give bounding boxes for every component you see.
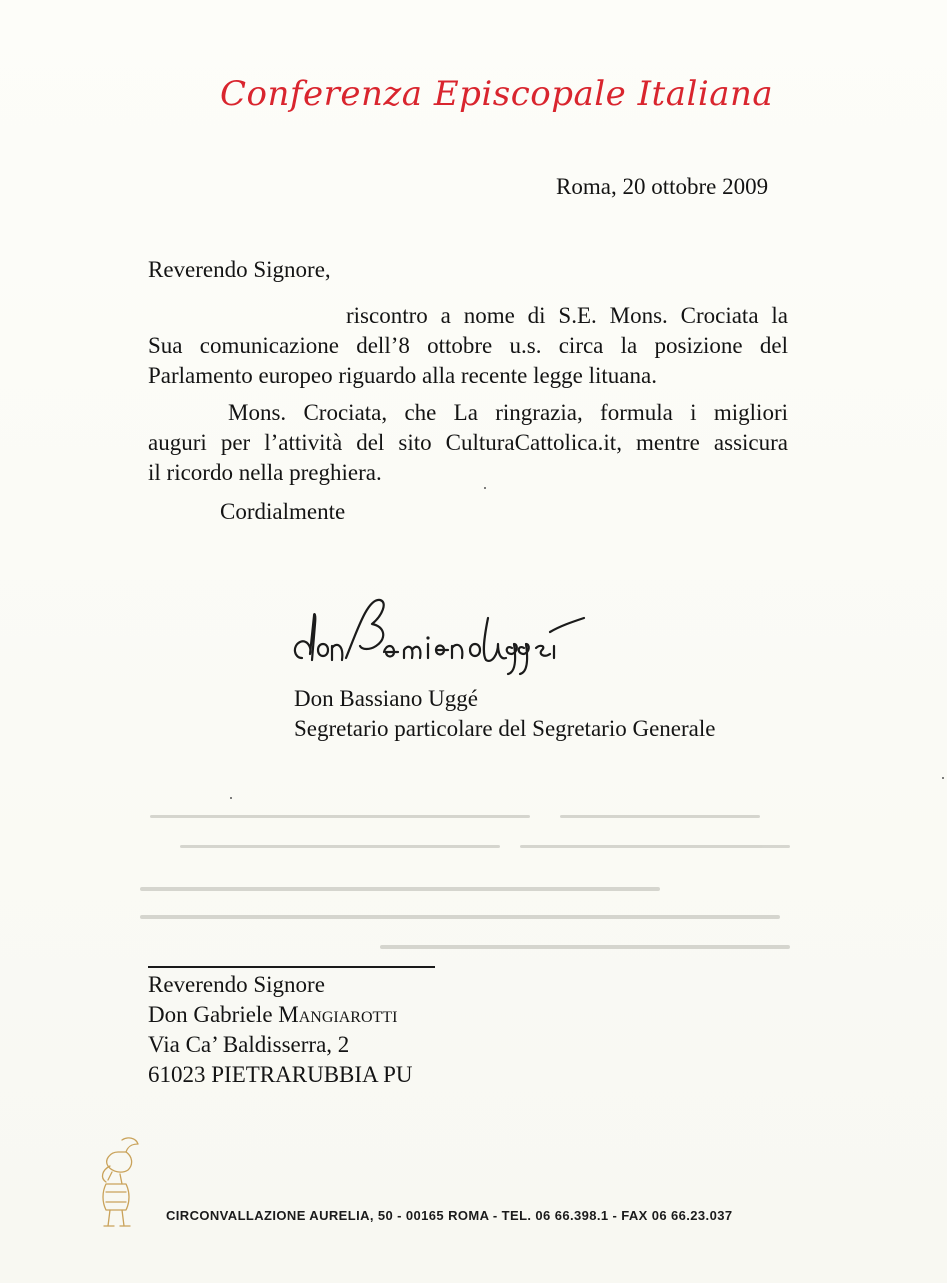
recipient-address <box>148 970 413 1090</box>
closing: Cordialmente <box>220 499 346 524</box>
paper-show-through <box>140 805 800 965</box>
paragraph-line: riscontro a nome di S.E. Mons. Crociata la <box>346 303 788 328</box>
recipient-salutation: Reverendo Signore <box>148 972 325 997</box>
body-paragraph-2 <box>148 398 788 488</box>
paragraph-line: Sua comunicazione dell’8 ottobre u.s. circa la posizione del <box>148 333 788 358</box>
pelican-emblem-icon <box>92 1132 142 1232</box>
footer-address: CIRCONVALLAZIONE AURELIA, 50 - 00165 ROMA - TEL. 06 66.398.1 - FAX 06 66.23.037 <box>166 1208 733 1223</box>
letterhead-title: Conferenza Episcopale Italiana <box>220 74 774 114</box>
recipient-street: Via Ca’ Baldisserra, 2 <box>148 1032 350 1057</box>
address-divider <box>148 966 435 968</box>
body-paragraph-1 <box>148 301 788 391</box>
salutation: Reverendo Signore, <box>148 257 331 282</box>
paragraph-line: Parlamento europeo riguardo alla recente legge lituana. <box>148 363 657 388</box>
recipient-name <box>148 1000 413 1030</box>
signer-block <box>294 684 715 744</box>
paragraph-line: auguri per l’attività del sito CulturaCattolica.it, mentre assicura <box>148 430 788 455</box>
paragraph-line: il ricordo nella preghiera. <box>148 460 382 485</box>
recipient-surname: Mangiarotti <box>278 1002 398 1027</box>
handwritten-signature <box>288 588 588 678</box>
letter-date: Roma, 20 ottobre 2009 <box>556 174 769 199</box>
paragraph-line: Mons. Crociata, che La ringrazia, formula i migliori <box>228 400 788 425</box>
recipient-name-prefix: Don Gabriele <box>148 1002 279 1027</box>
signer-title: Segretario particolare del Segretario Generale <box>294 716 716 741</box>
signer-name: Don Bassiano Uggé <box>294 686 478 711</box>
recipient-city: 61023 PIETRARUBBIA PU <box>148 1062 413 1087</box>
